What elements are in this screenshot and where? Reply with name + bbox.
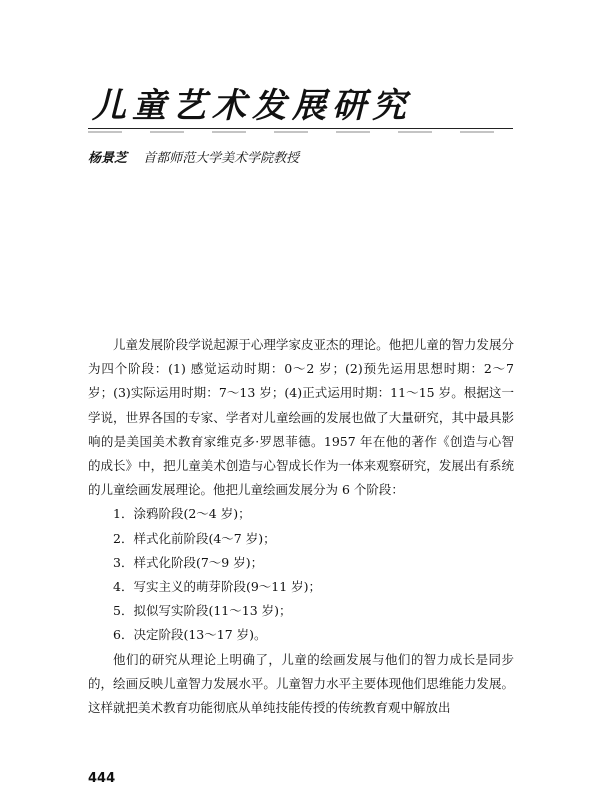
stage-item: 3．样式化阶段(7～9 岁)； xyxy=(113,554,264,570)
stage-item: 6．决定阶段(13～17 岁)。 xyxy=(113,627,267,643)
author-affiliation: 首都师范大学美术学院教授 xyxy=(143,151,300,166)
article-body xyxy=(88,333,514,720)
title-rule xyxy=(88,128,513,129)
stage-item: 4．写实主义的萌芽阶段(9～11 岁)； xyxy=(113,579,322,595)
closing-paragraph: 他们的研究从理论上明确了，儿童的绘画发展与他们的智力成长是同步的，绘画反映儿童智力发展水平。儿童智力水平主要体现他们思维能力发展。这样就把美术教育功能彻底从单纯技能传授的传统教育观中解放出 xyxy=(88,651,514,716)
byline xyxy=(88,150,299,168)
stage-item: 5．拟似写实阶段(11～13 岁)； xyxy=(113,603,292,619)
title-rule-decoration xyxy=(88,131,513,133)
intro-paragraph: 儿童发展阶段学说起源于心理学家皮亚杰的理论。他把儿童的智力发展分为四个阶段：(1) 感觉运动时期：0～2 岁；(2)预先运用思想时期：2～7 岁；(3)实际运用时期：7～13 岁；(4)正式运用时期：11～15 岁。根据这一学说，世界各国的专家、学者对儿童绘画的发展也做了大量研究，其中最具影响的是美国美术教育家维克多·罗恩菲德。1957 年在他的著作《创造与心智的成长》中，把儿童美术创造与心智成长作为一体来观察研究，发展出有系统的儿童绘画发展理论。他把儿童绘画发展分为 6 个阶段： xyxy=(88,337,514,498)
stage-list xyxy=(88,502,514,647)
stage-item: 2．样式化前阶段(4～7 岁)； xyxy=(113,530,276,546)
stage-item: 1．涂鸦阶段(2～4 岁)； xyxy=(113,506,251,522)
author-name: 杨景芝 xyxy=(88,151,128,166)
article-title: 儿童艺术发展研究 xyxy=(92,86,412,126)
page-number: 444 xyxy=(88,771,116,786)
